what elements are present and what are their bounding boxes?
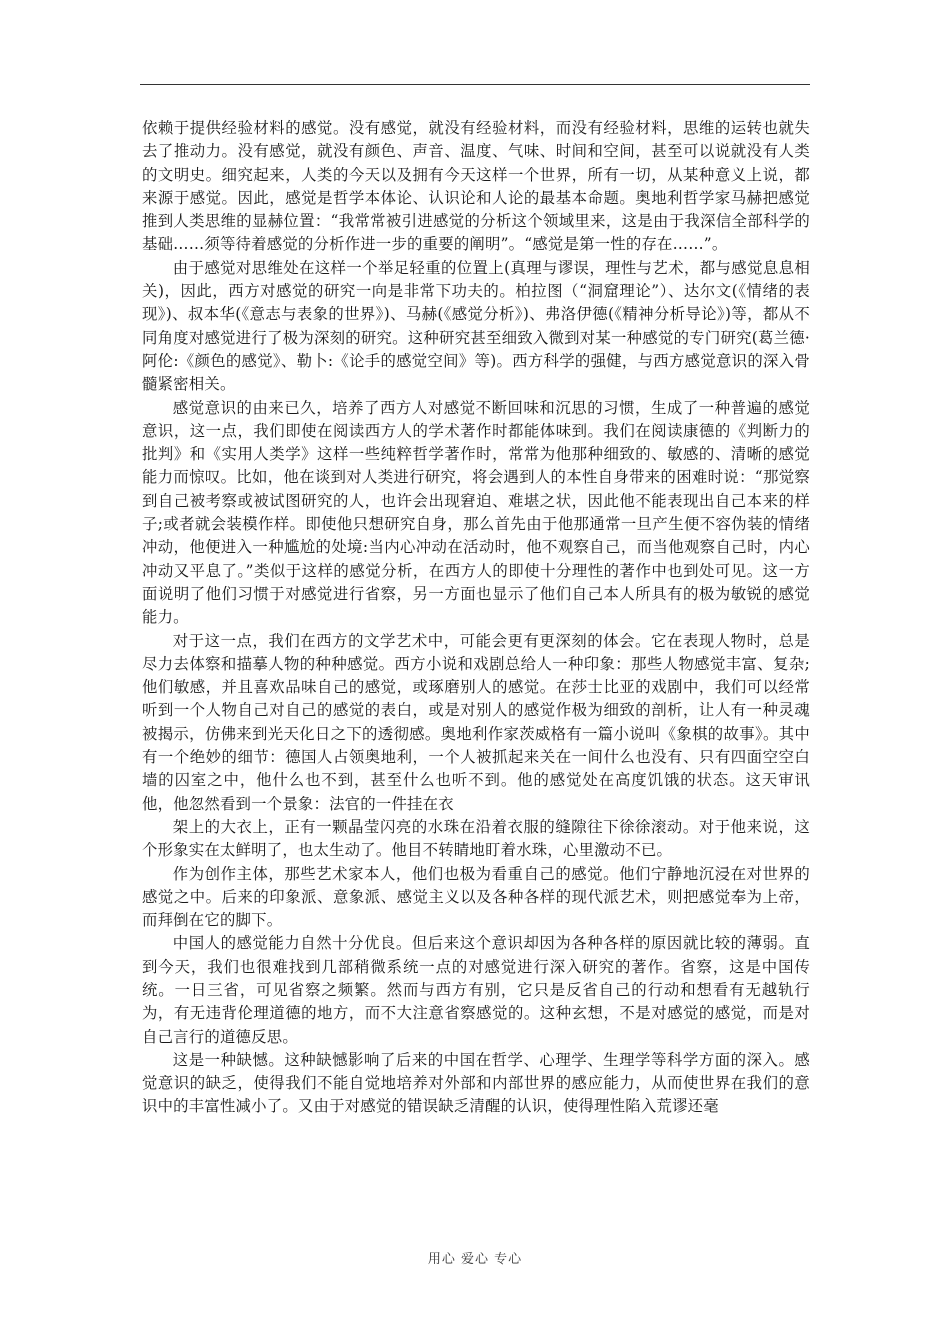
paragraph-2: 由于感觉对思维处在这样一个举足轻重的位置上(真理与谬误，理性与艺术，都与感觉息息相关)，因此，西方对感觉的研究一向是非常下功夫的。柏拉图（“洞窟理论”）、达尔文(《情绪的表现》)、叔本华(《意志与表象的世界》)、马赫(《感觉分析》)、弗洛伊德(《精神分析导论》)等，都从不同角度对感觉进行了极为深刻的研究。这种研究甚至细致入微到对某一种感觉的专门研究(葛兰德·阿伦:《颜色的感觉》、勒卜:《论手的感觉空间》等)。西方科学的强健，与西方感觉意识的深入骨髓紧密相关。 <box>142 258 810 394</box>
paragraph-5: 架上的大衣上，正有一颗晶莹闪亮的水珠在沿着衣服的缝隙往下徐徐滚动。对于他来说，这个形象实在太鲜明了，也太生动了。他目不转睛地盯着水珠，心里激动不已。 <box>142 817 810 860</box>
document-body <box>142 117 810 1119</box>
page-footer: 用心 爱心 专心 <box>427 1252 523 1267</box>
paragraph-6: 作为创作主体，那些艺术家本人，他们也极为看重自己的感觉。他们宁静地沉浸在对世界的感觉之中。后来的印象派、意象派、感觉主义以及各种各样的现代派艺术，则把感觉奉为上帝，而拜倒在它的脚下。 <box>142 864 810 930</box>
header-rule <box>140 84 810 85</box>
paragraph-1: 依赖于提供经验材料的感觉。没有感觉，就没有经验材料，而没有经验材料，思维的运转也就失去了推动力。没有感觉，就没有颜色、声音、温度、气味、时间和空间，甚至可以说就没有人类的文明史。细究起来，人类的今天以及拥有今天这样一个世界，所有一切，从某种意义上说，都来源于感觉。因此，感觉是哲学本体论、认识论和人论的最基本命题。奥地利哲学家马赫把感觉推到人类思维的显赫位置：“我常常被引进感觉的分析这个领域里来，这是由于我深信全部科学的基础……须等待着感觉的分析作进一步的重要的阐明”。“感觉是第一性的存在……”。 <box>142 119 810 254</box>
paragraph-4: 对于这一点，我们在西方的文学艺术中，可能会更有更深刻的体会。它在表现人物时，总是尽力去体察和描摹人物的种种感觉。西方小说和戏剧总给人一种印象：那些人物感觉丰富、复杂;他们敏感，并且喜欢品味自己的感觉，或琢磨别人的感觉。在莎士比亚的戏剧中，我们可以经常听到一个人物自己对自己的感觉的表白，或是对别人的感觉作极为细致的剖析，让人有一种灵魂被揭示，仿佛来到光天化日之下的透彻感。奥地利作家茨威格有一篇小说叫《象棋的故事》。其中有一个绝妙的细节：德国人占领奥地利，一个人被抓起来关在一间什么也没有、只有四面空空白墙的囚室之中，他什么也不到，甚至什么也听不到。他的感觉处在高度饥饿的状态。这天审讯他，他忽然看到一个景象：法官的一件挂在衣 <box>142 631 810 813</box>
paragraph-7: 中国人的感觉能力自然十分优良。但后来这个意识却因为各种各样的原因就比较的薄弱。直到今天，我们也很难找到几部稍微系统一点的对感觉进行深入研究的著作。省察，这是中国传统。一日三省，可见省察之频繁。然而与西方有别，它只是反省自己的行动和想看有无越轨行为，有无违背伦理道德的地方，而不大注意省察感觉的。这种玄想，不是对感觉的感觉，而是对自己言行的道德反思。 <box>142 934 810 1046</box>
paragraph-8: 这是一种缺憾。这种缺憾影响了后来的中国在哲学、心理学、生理学等科学方面的深入。感觉意识的缺乏，使得我们不能自觉地培养对外部和内部世界的感应能力，从而使世界在我们的意识中的丰富性减小了。又由于对感觉的错误缺乏清醒的认识，使得理性陷入荒谬还毫 <box>142 1050 810 1116</box>
paragraph-3: 感觉意识的由来已久，培养了西方人对感觉不断回味和沉思的习惯，生成了一种普遍的感觉意识，这一点，我们即使在阅读西方人的学术著作时都能体味到。我们在阅读康德的《判断力的批判》和《实用人类学》这样一些纯粹哲学著作时，常常为他那种细致的、敏感的、清晰的感觉能力而惊叹。比如，他在谈到对人类进行研究，将会遇到人的本性自身带来的困难时说：“那觉察到自己被考察或被试图研究的人，也许会出现窘迫、难堪之状，因此他不能表现出自己本来的样子;或者就会装模作样。即使他只想研究自身，那么首先由于他那通常一旦产生便不容伪装的情绪冲动，他便进入一种尴尬的处境:当内心冲动在活动时，他不观察自己，而当他观察自己时，内心冲动又平息了。”类似于这样的感觉分析，在西方人的即使十分理性的著作中也到处可见。这一方面说明了他们习惯于对感觉进行省察，另一方面也显示了他们自己本人所具有的极为敏锐的感觉能力。 <box>142 398 810 627</box>
